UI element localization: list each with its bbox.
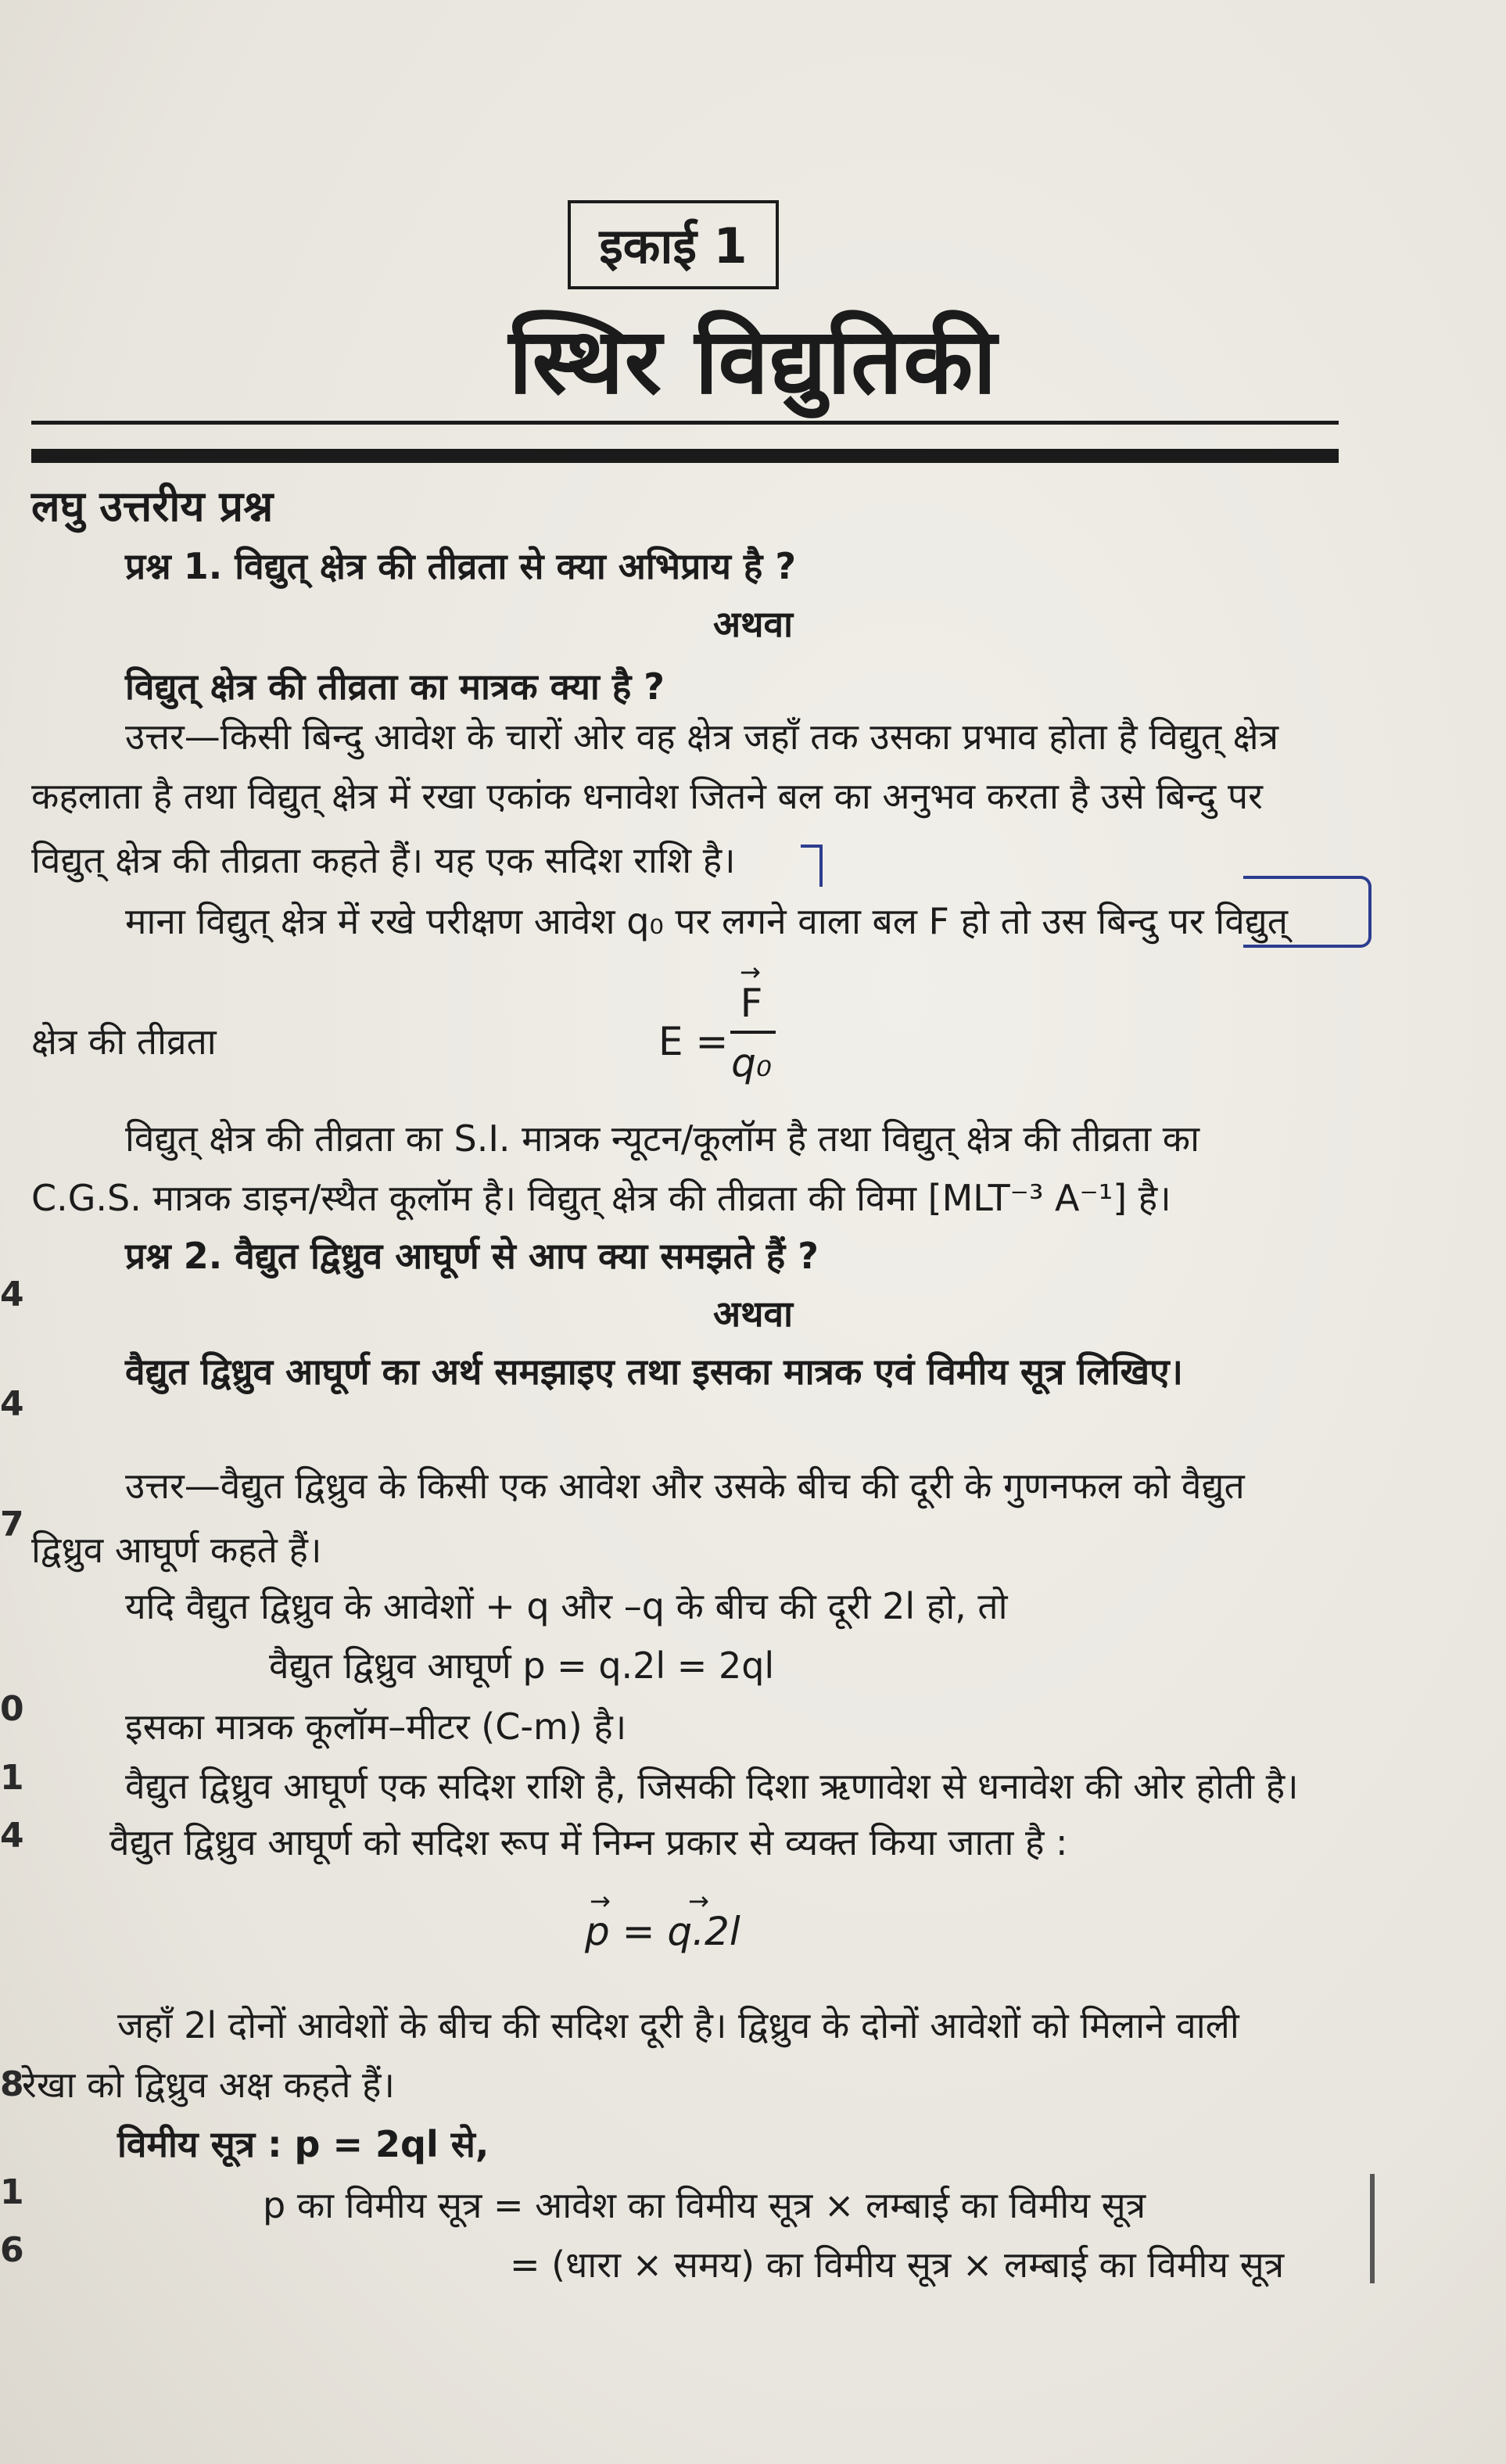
vector-arrow-p-icon: → xyxy=(590,1886,611,1916)
q2-line7: वैद्युत द्विध्रुव आघूर्ण को सदिश रूप में निम्न प्रकार से व्यक्त किया जाता है : xyxy=(109,1821,1068,1863)
pen-mark-1 xyxy=(801,845,823,887)
margin-mark: 4 xyxy=(0,1816,24,1856)
q2-answer-line1: उत्तर—वैद्युत द्विध्रुव के किसी एक आवेश और उसके बीच की दूरी के गुणनफल को वैद्युत xyxy=(125,1465,1245,1507)
q1-formula-numerator: F xyxy=(740,981,763,1026)
q1-answer-line4: माना विद्युत् क्षेत्र में रखे परीक्षण आवेश q₀ पर लगने वाला बल F हो तो उस बिन्दु पर विद्युत् xyxy=(125,900,1288,942)
q2-alt-question: वैद्युत द्विध्रुव आघूर्ण का अर्थ समझाइए तथा इसका मात्रक एवं विमीय सूत्र लिखिए। xyxy=(125,1350,1183,1393)
q2-line4: वैद्युत द्विध्रुव आघूर्ण p = q.2l = 2ql xyxy=(269,1644,775,1687)
header-rule-thick xyxy=(31,449,1339,463)
q1-question: प्रश्न 1. विद्युत् क्षेत्र की तीव्रता से क्या अभिप्राय है ? xyxy=(125,545,797,587)
pen-stroke xyxy=(1370,2174,1375,2283)
vector-arrow-2l-icon: → xyxy=(688,1886,709,1916)
q2-line5: इसका मात्रक कूलॉम–मीटर (C-m) है। xyxy=(125,1705,627,1748)
margin-mark: 1 xyxy=(0,1758,24,1798)
margin-mark: 6 xyxy=(0,2230,24,2270)
margin-mark: 4 xyxy=(0,1275,24,1314)
q2-dim-heading: विमीय सूत्र : p = 2ql से, xyxy=(117,2123,489,2165)
q1-formula-label: क्षेत्र की तीव्रता xyxy=(31,1020,217,1063)
margin-mark: 0 xyxy=(0,1689,24,1729)
q1-alt-question: विद्युत् क्षेत्र की तीव्रता का मात्रक क्या है ? xyxy=(125,665,665,708)
margin-mark: 8 xyxy=(0,2064,24,2104)
q2-line3: यदि वैद्युत द्विध्रुव के आवेशों + q और –q के बीच की दूरी 2l हो, तो xyxy=(125,1585,1008,1627)
q1-formula-fraction xyxy=(724,957,779,1101)
margin-mark: 7 xyxy=(0,1505,24,1544)
unit-label-box xyxy=(568,200,779,289)
q2-or: अथवा xyxy=(712,1293,794,1335)
header-rule-thin xyxy=(31,421,1339,425)
margin-mark: 1 xyxy=(0,2172,24,2212)
q1-or: अथवा xyxy=(712,603,794,645)
q2-question: प्रश्न 2. वैद्युत द्विध्रुव आघूर्ण से आप क्या समझते हैं ? xyxy=(125,1235,819,1277)
q1-answer-line1: उत्तर—किसी बिन्दु आवेश के चारों ओर वह क्षेत्र जहाँ तक उसका प्रभाव होता है विद्युत् क्षेत्र xyxy=(125,716,1279,758)
q1-formula-denominator: q₀ xyxy=(731,1040,772,1085)
margin-mark: 4 xyxy=(0,1384,24,1424)
q2-dim-line2: = (धारा × समय) का विमीय सूत्र × लम्बाई का विमीय सूत्र xyxy=(510,2243,1285,2286)
vector-arrow-icon: → xyxy=(740,957,761,987)
q1-answer-line3: विद्युत् क्षेत्र की तीव्रता कहते हैं। यह एक सदिश राशि है। xyxy=(31,839,736,881)
chapter-title: स्थिर विद्युतिकी xyxy=(508,309,998,414)
pen-mark-2 xyxy=(1243,876,1372,948)
q1-unit-line1: विद्युत् क्षेत्र की तीव्रता का S.I. मात्रक न्यूटन/कूलॉम है तथा विद्युत् क्षेत्र की तीव्रता का xyxy=(125,1117,1199,1160)
q2-answer-line2: द्विध्रुव आघूर्ण कहते हैं। xyxy=(31,1529,322,1571)
q2-dim-line1: p का विमीय सूत्र = आवेश का विमीय सूत्र × लम्बाई का विमीय सूत्र xyxy=(263,2184,1146,2226)
fraction-bar xyxy=(730,1031,776,1034)
section-heading: लघु उत्तरीय प्रश्न xyxy=(31,482,274,531)
unit-label: इकाई 1 xyxy=(599,217,748,274)
q1-answer-line2: कहलाता है तथा विद्युत् क्षेत्र में रखा एकांक धनावेश जितने बल का अनुभव करता है उसे बिन्दु पर xyxy=(31,775,1263,817)
q2-line8: जहाँ 2l दोनों आवेशों के बीच की सदिश दूरी है। द्विध्रुव के दोनों आवेशों को मिलाने वाली xyxy=(117,2004,1239,2046)
q1-unit-line2: C.G.S. मात्रक डाइन/स्थैत कूलॉम है। विद्युत् क्षेत्र की तीव्रता की विमा [MLT⁻³ A⁻¹] है। xyxy=(31,1177,1171,1219)
q2-line9: रेखा को द्विध्रुव अक्ष कहते हैं। xyxy=(22,2064,395,2106)
q2-vector-formula: p = q.2l xyxy=(585,1909,740,1954)
q1-formula-lhs: E = xyxy=(658,1019,729,1064)
q2-line6: वैद्युत द्विध्रुव आघूर्ण एक सदिश राशि है, जिसकी दिशा ऋणावेश से धनावेश की ओर होती है। xyxy=(125,1765,1299,1807)
